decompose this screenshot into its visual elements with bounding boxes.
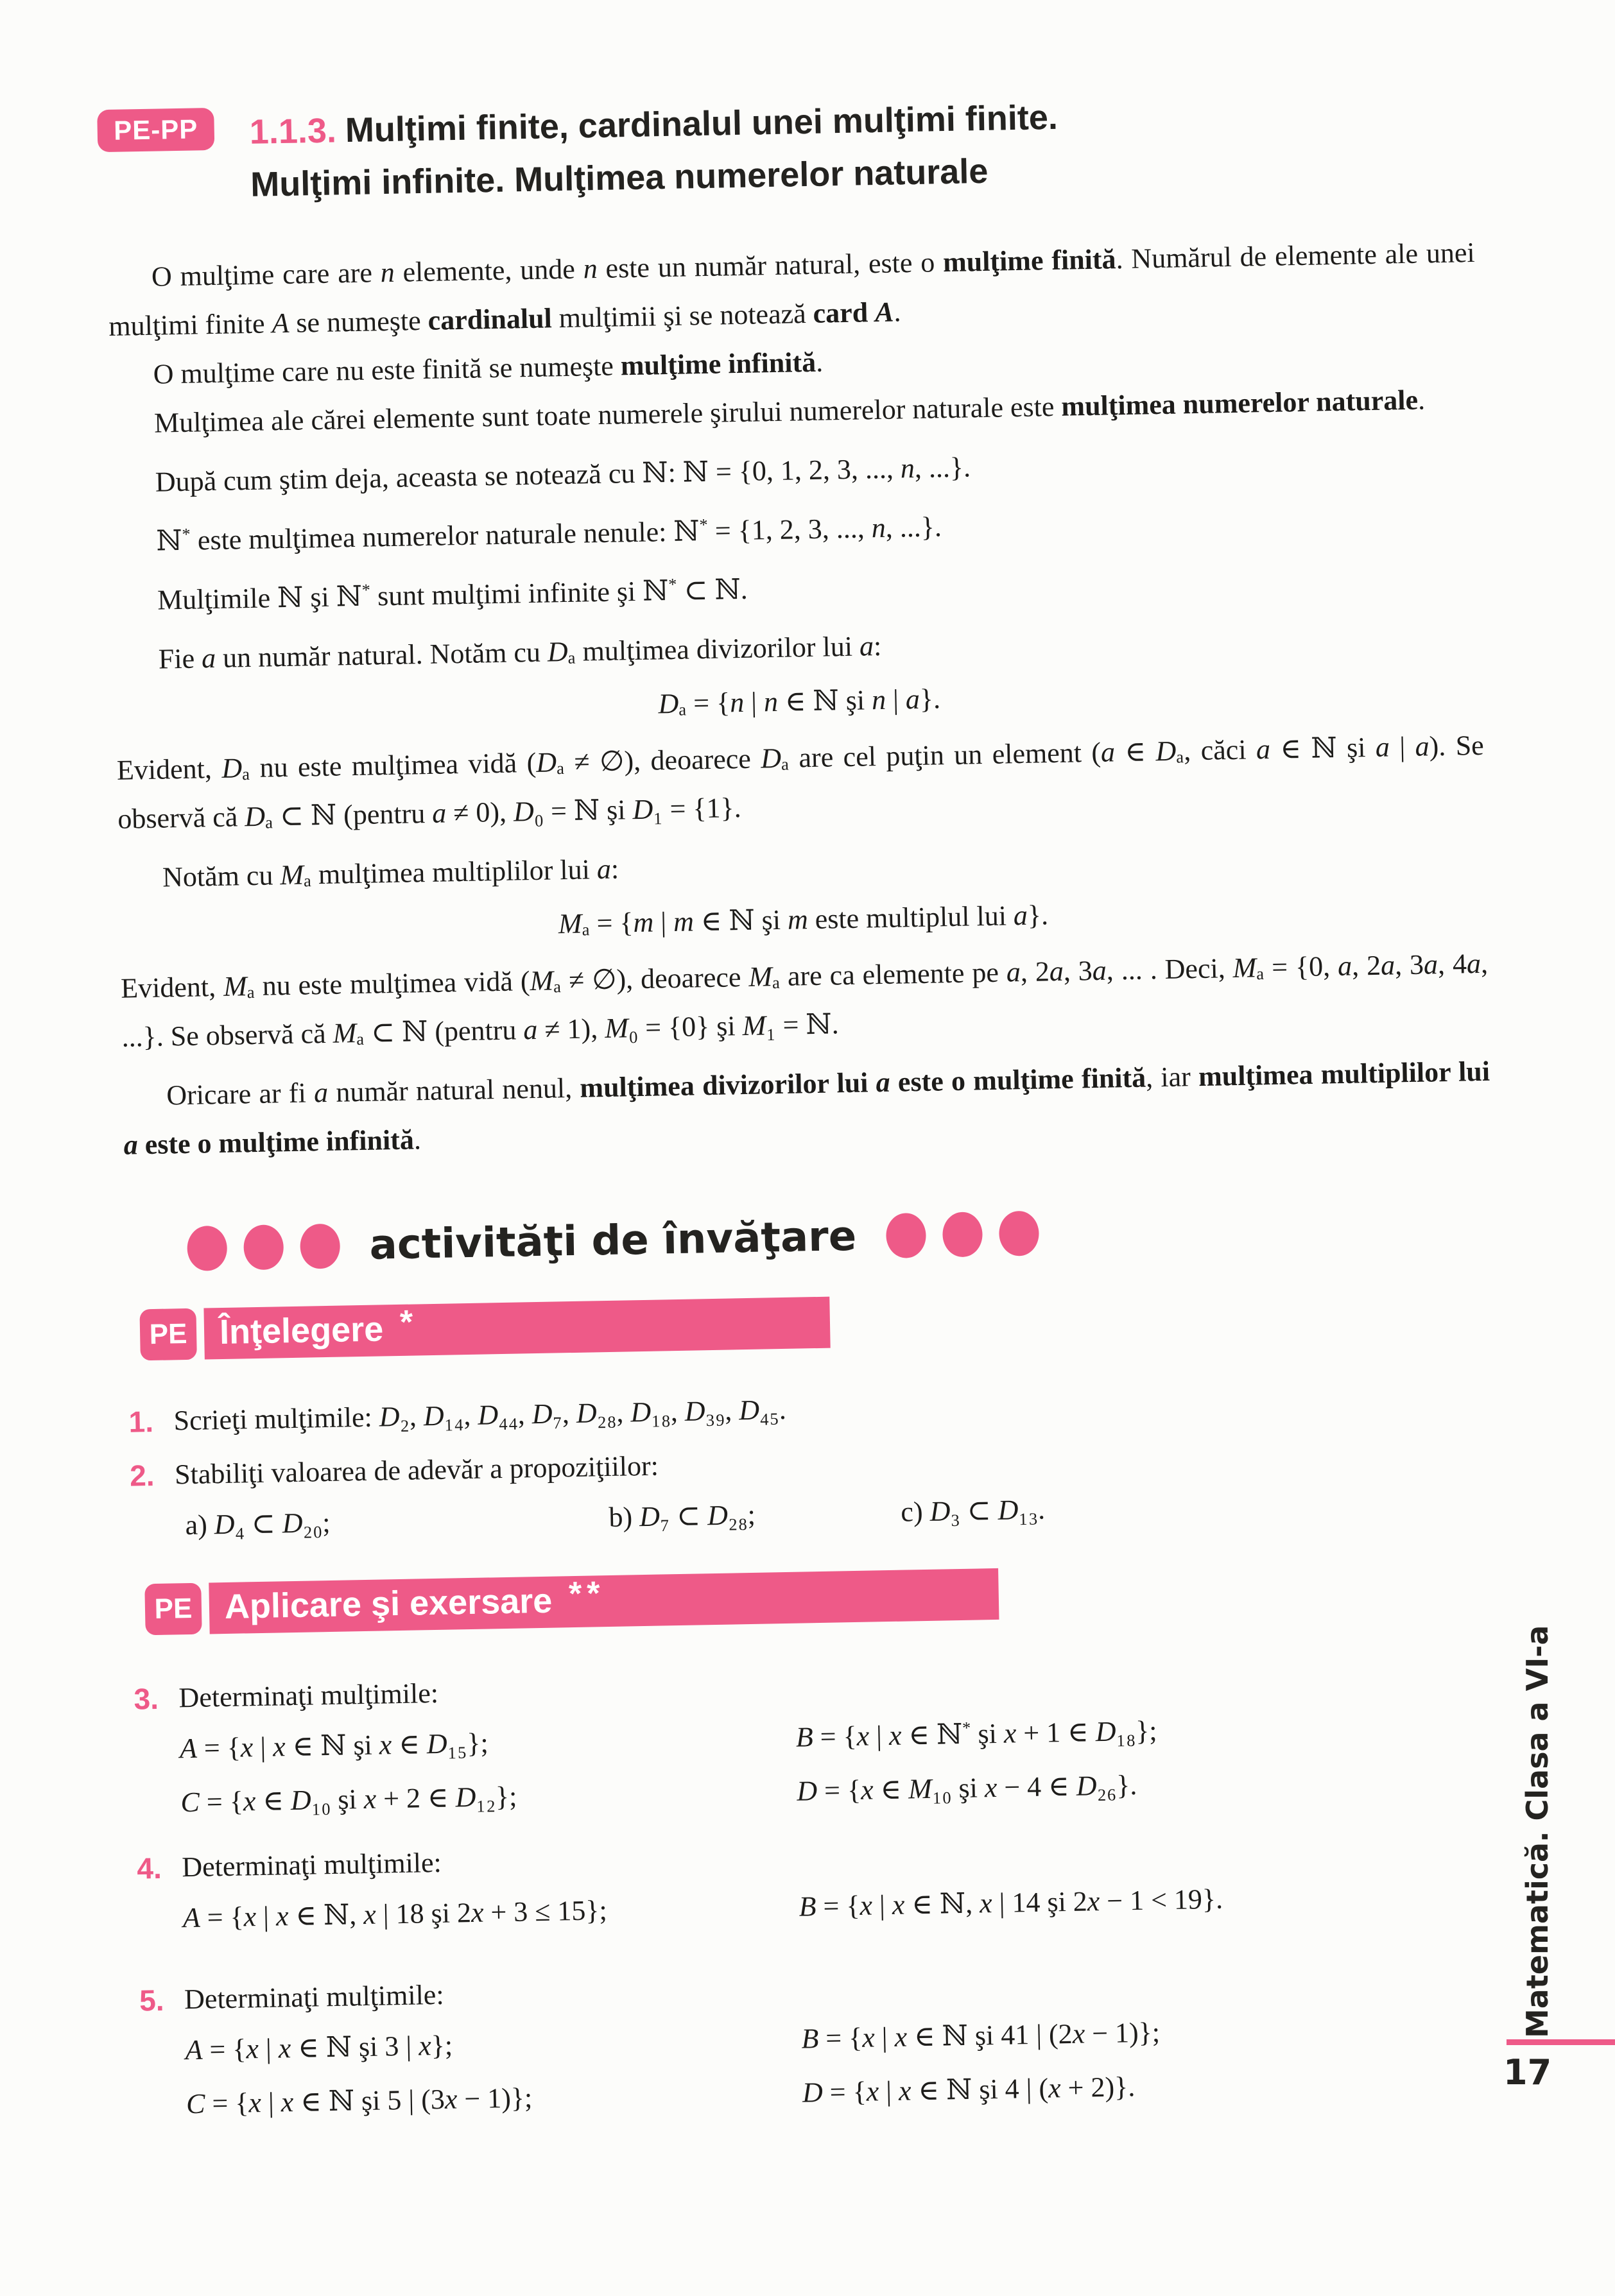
difficulty-stars: * xyxy=(399,1303,419,1341)
lesson-title xyxy=(249,83,1474,211)
set-definition-b: B = {x | x ∈ ℕ* şi x + 1 ∈ D₁₈}; xyxy=(795,1715,1157,1753)
exercise-text: Stabiliţi valoarea de adevăr a propoziţiilor: xyxy=(174,1450,659,1491)
exercise-5 xyxy=(139,1952,1508,2132)
pink-dot-icon xyxy=(187,1226,227,1271)
activities-header xyxy=(187,1201,1493,1272)
theory-paragraph: După cum ştim deja, aceasta se notează cu ℕ: ℕ = {0, 1, 2, 3, ..., n, ...}. xyxy=(155,451,971,498)
theory-paragraph: Fie a un număr natural. Notăm cu Dₐ mulţimea divizorilor lui a: xyxy=(158,630,882,675)
pink-dot-icon xyxy=(942,1212,982,1257)
exercise-text: Determinaţi mulţimile: xyxy=(178,1677,439,1714)
exercise-body xyxy=(174,1427,1498,1553)
theory-paragraph: O mulţime care are n elemente, unde n este un număr natural, este o mulţime finită. Numărul de elemente ale unei mulţimi finite A se numeşte cardinalul mulţimii şi se notează card A. xyxy=(108,236,1476,342)
set-definition-b: B = {x | x ∈ ℕ şi 41 | (2x − 1)}; xyxy=(800,2016,1161,2055)
exercise-item-c: c) D₃ ⊂ D₁₃. xyxy=(900,1493,1046,1528)
exercise-text: Determinaţi mulţimile: xyxy=(184,1978,444,2016)
pe-pp-badge: PE-PP xyxy=(97,108,214,152)
pink-dot-icon xyxy=(300,1224,340,1269)
set-definition-c: C = {x ∈ D₁₀ şi x + 2 ∈ D₁₂}; xyxy=(180,1780,517,1819)
theory-paragraph: O mulţime care nu este finită se numeşte mulţime infinită. xyxy=(153,346,824,390)
exercise-number: 5. xyxy=(139,1983,165,2018)
activities-title: activităţi de învăţare xyxy=(368,1212,857,1269)
set-definition-a: A = {x | x ∈ ℕ, x | 18 şi 2x + 3 ≤ 15}; xyxy=(182,1894,608,1934)
set-definition-a: A = {x | x ∈ ℕ şi x ∈ D₁₅}; xyxy=(179,1727,489,1765)
set-definition-c: C = {x | x ∈ ℕ şi 5 | (3x − 1)}; xyxy=(186,2082,533,2120)
theory-paragraph: Oricare ar fi a număr natural nenul, mulţimea divizorilor lui a este o mulţime finită, iar mulţimea multiplilor lui a este o mulţime infinită. xyxy=(123,1055,1490,1161)
theory-section xyxy=(107,228,1491,1170)
set-definition-b: B = {x | x ∈ ℕ, x | 14 şi 2x − 1 < 19}. xyxy=(799,1883,1223,1923)
sidebar-accent-line xyxy=(1507,2039,1615,2045)
pe-chip-badge: PE xyxy=(144,1583,202,1636)
section-label: Înţelegere xyxy=(219,1310,384,1352)
exercise-3 xyxy=(134,1650,1503,1831)
exercise-body xyxy=(184,1952,1508,2132)
lesson-title-line1: Mulţimi finite, cardinalul unei mulţimi finite. xyxy=(345,98,1058,150)
exercise-body xyxy=(182,1820,1506,1946)
section-banner-aplicare xyxy=(144,1559,1499,1636)
set-definition-a: A = {x | x ∈ ℕ şi 3 | x}; xyxy=(185,2029,453,2066)
pink-dot-icon xyxy=(998,1211,1039,1256)
section-banner-bar xyxy=(203,1297,830,1360)
exercise-2 xyxy=(129,1427,1498,1554)
theory-paragraph: Mulţimile ℕ şi ℕ* sunt mulţimi infinite şi ℕ* ⊂ ℕ. xyxy=(157,573,748,616)
pink-dot-icon xyxy=(885,1213,926,1258)
sidebar-subject-label: Matematică. Clasa a VI-a xyxy=(1520,1625,1555,2038)
set-definition-d: D = {x | x ∈ ℕ şi 4 | (x + 2)}. xyxy=(802,2071,1136,2109)
theory-paragraph: Notăm cu Mₐ mulţimea multiplilor lui a: xyxy=(162,853,619,893)
exercise-body xyxy=(178,1650,1503,1830)
exercise-number: 4. xyxy=(136,1851,162,1885)
section-banner-bar xyxy=(209,1568,999,1634)
page-number: 17 xyxy=(1503,2052,1552,2093)
exercise-item-b: b) D₇ ⊂ D₂₈; xyxy=(609,1498,756,1534)
exercise-text: Scrieţi mulţimile: D₂, D₁₄, D₄₄, D₇, D₂₈, D₁₈, D₃₉, D₄₅. xyxy=(173,1393,787,1437)
pink-dot-icon xyxy=(243,1224,284,1270)
theory-paragraph: ℕ* este mulţimea numerelor naturale nenule: ℕ* = {1, 2, 3, ..., n, ...}. xyxy=(156,511,942,557)
exercise-number: 1. xyxy=(128,1404,154,1439)
section-banner-intelegere xyxy=(139,1285,1494,1361)
exercise-4 xyxy=(137,1820,1506,1946)
theory-paragraph: Mulţimea ale cărei elemente sunt toate numerele şirului numerelor naturale este mulţimea numerelor naturale. xyxy=(153,384,1426,439)
set-definition-d: D = {x ∈ M₁₀ şi x − 4 ∈ D₂₆}. xyxy=(796,1769,1137,1807)
exercise-item-a: a) D₄ ⊂ D₂₀; xyxy=(185,1506,331,1541)
theory-paragraph: Evident, Dₐ nu este mulţimea vidă (Dₐ ≠ ∅), deoarece Dₐ are cel puţin un element (a ∈ Dₐ, căci a ∈ ℕ şi a | a). Se observă că Dₐ ⊂ ℕ (pentru a ≠ 0), D₀ = ℕ şi D₁ = {1}. xyxy=(116,729,1485,835)
multiples-formula: Mₐ = {m | m ∈ ℕ şi m este multiplul lui a}. xyxy=(558,899,1049,940)
exercise-number: 2. xyxy=(129,1458,155,1493)
lesson-title-line2: Mulţimi infinite. Mulţimea numerelor naturale xyxy=(250,151,989,204)
exercise-text: Determinaţi mulţimile: xyxy=(181,1846,442,1883)
exercise-number: 3. xyxy=(134,1681,159,1716)
section-label: Aplicare şi exersare xyxy=(224,1581,553,1627)
pe-chip-badge: PE xyxy=(139,1308,196,1361)
lesson-number: 1.1.3. xyxy=(249,111,337,151)
difficulty-stars: ** xyxy=(568,1575,606,1613)
divisors-formula: Dₐ = {n | n ∈ ℕ şi n | a}. xyxy=(657,683,941,720)
theory-paragraph: Evident, Mₐ nu este mulţimea vidă (Mₐ ≠ ∅), deoarece Mₐ are ca elemente pe a, 2a, 3a, ... . Deci, Mₐ = {0, a, 2a, 3a, 4a, ...}. Se observă că Mₐ ⊂ ℕ (pentru a ≠ 1), M₀ = {0} şi M₁ = ℕ. xyxy=(120,947,1489,1053)
